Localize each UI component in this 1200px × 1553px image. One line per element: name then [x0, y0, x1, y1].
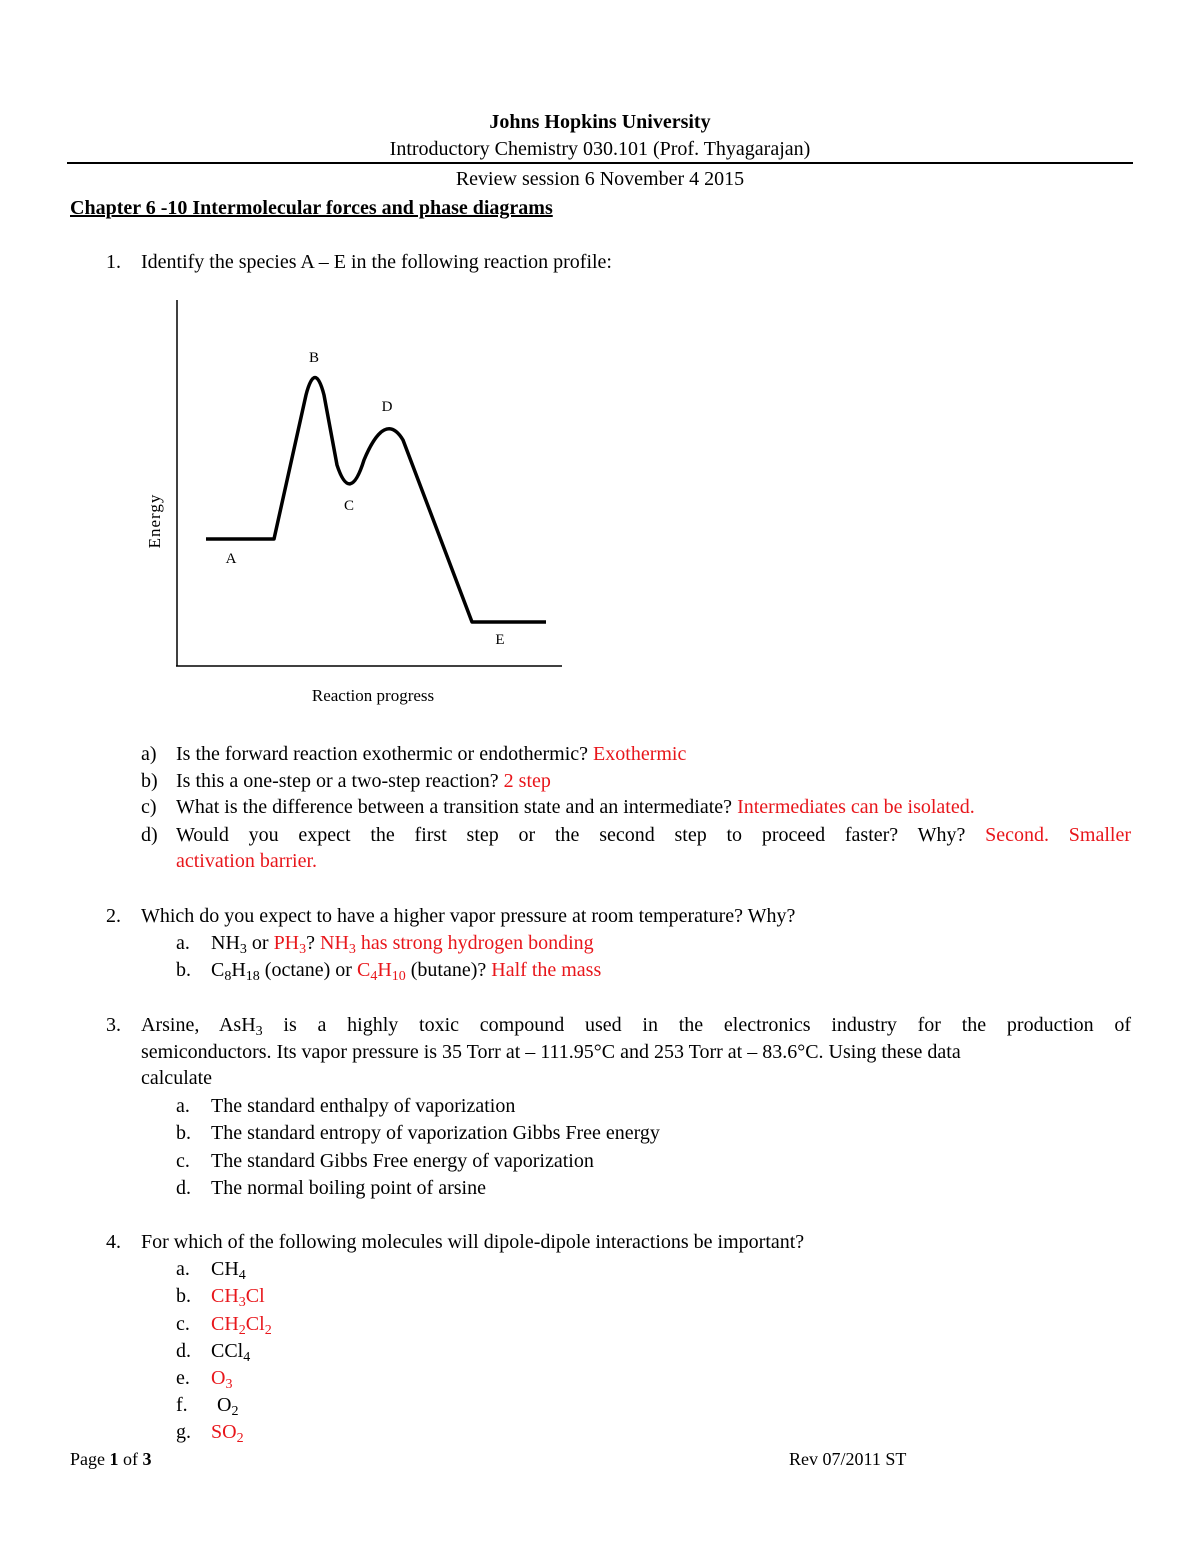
q1d-answer-1: Second. Smaller — [985, 824, 1132, 846]
q1-text: Identify the species A – E in the following reaction profile: — [141, 251, 612, 273]
q3b-label: b. — [176, 1122, 191, 1144]
q3-line-2: semiconductors. Its vapor pressure is 35 Torr at – 111.95°C and 253 Torr at – 83.6°C. Using these data — [141, 1041, 961, 1063]
reaction-profile-diagram — [0, 0, 1200, 720]
q2b-h10: H — [377, 959, 392, 981]
q2a-ph3: PH — [273, 932, 300, 954]
q1b-line — [176, 768, 551, 794]
q2a-nh3-sub: 3 — [239, 942, 247, 957]
q2a-or: or — [246, 932, 274, 954]
q2b-octane: (octane) or — [259, 959, 357, 981]
q4f-formula — [217, 1392, 238, 1418]
q4g-s1: 2 — [236, 1431, 244, 1446]
page-word: Page — [70, 1449, 110, 1469]
q1d-answer-2: activation barrier. — [176, 850, 318, 872]
course-title: Introductory Chemistry 030.101 (Prof. Thyagarajan) — [389, 138, 811, 160]
point-d-label: D — [381, 399, 393, 415]
q4d-label: d. — [176, 1340, 191, 1362]
page-total: 3 — [142, 1449, 152, 1469]
q4e-formula — [211, 1365, 232, 1391]
q1b-label: b) — [141, 770, 158, 792]
q4g-formula — [211, 1419, 244, 1445]
x-axis-label: Reaction progress — [311, 686, 435, 705]
q4c-f2: Cl — [245, 1313, 265, 1335]
y-axis-label: Energy — [145, 493, 164, 549]
q3-line-1-rest: is a highly toxic compound used in the electronics industry for the production of — [262, 1014, 1131, 1036]
q2a-answer-sub: 3 — [348, 942, 356, 957]
q1d-label: d) — [141, 824, 158, 846]
q2b-c8: C — [211, 959, 225, 981]
q4c-f1: CH — [211, 1313, 239, 1335]
q4b-label: b. — [176, 1285, 191, 1307]
q1c-line — [176, 794, 975, 820]
q3a-label: a. — [176, 1095, 190, 1117]
q2b-h18: H — [231, 959, 246, 981]
q4b-f1: CH — [211, 1285, 239, 1307]
q4-text: For which of the following molecules will dipole-dipole interactions be important? — [141, 1231, 805, 1253]
q3-line-3: calculate — [141, 1067, 213, 1089]
session-line: Review session 6 November 4 2015 — [455, 168, 745, 190]
q4f-f1: O — [217, 1394, 232, 1416]
q3c-text: The standard Gibbs Free energy of vaporization — [211, 1150, 594, 1172]
q4a-s1: 4 — [238, 1268, 246, 1283]
q1b-answer: 2 step — [503, 770, 551, 792]
q2-text: Which do you expect to have a higher vapor pressure at room temperature? Why? — [141, 905, 796, 927]
q1c-answer: Intermediates can be isolated. — [737, 796, 975, 818]
q4a-formula — [211, 1256, 246, 1282]
q2b-h10-sub: 10 — [391, 969, 406, 984]
q4a-label: a. — [176, 1258, 190, 1280]
q4d-formula — [211, 1338, 250, 1364]
q4e-s1: 3 — [225, 1377, 233, 1392]
q3-arsine-sub: 3 — [255, 1024, 263, 1039]
q4g-f1: SO — [211, 1421, 237, 1443]
chapter-title: Chapter 6 -10 Intermolecular forces and phase diagrams — [70, 197, 553, 219]
q2a-ph3-sub: 3 — [299, 942, 307, 957]
q2b-c4: C — [356, 959, 371, 981]
q4e-f1: O — [211, 1367, 226, 1389]
q4d-s1: 4 — [243, 1350, 251, 1365]
q4c-formula — [211, 1311, 272, 1337]
q2a-label: a. — [176, 932, 190, 954]
q1d-question: Would you expect the first step or the second step to proceed faster? Why? — [176, 824, 966, 846]
point-b-label: B — [308, 350, 320, 366]
q4b-s1: 3 — [238, 1295, 246, 1310]
q2b-c8-sub: 8 — [224, 969, 232, 984]
q2-number: 2. — [106, 905, 121, 927]
point-c-label: C — [343, 498, 355, 514]
q4c-s2: 2 — [264, 1323, 272, 1338]
q3c-label: c. — [176, 1150, 190, 1172]
q4b-formula — [211, 1283, 265, 1309]
q2b-h18-sub: 18 — [245, 969, 260, 984]
q1a-answer: Exothermic — [593, 743, 687, 765]
q1c-label: c) — [141, 796, 157, 818]
q3d-label: d. — [176, 1177, 191, 1199]
q4f-label: f. — [176, 1394, 188, 1416]
page-current: 1 — [109, 1449, 119, 1469]
q4g-label: g. — [176, 1421, 191, 1443]
q2a-line — [211, 930, 594, 956]
q4f-s1: 2 — [231, 1404, 239, 1419]
q3d-text: The normal boiling point of arsine — [211, 1177, 486, 1199]
point-e-label: E — [495, 632, 505, 648]
q1b-question: Is this a one-step or a two-step reaction? — [176, 770, 499, 792]
q4d-f1: CCl — [211, 1340, 244, 1362]
page-of: of — [118, 1449, 143, 1469]
q4c-s1: 2 — [238, 1323, 246, 1338]
q3a-text: The standard enthalpy of vaporization — [211, 1095, 516, 1117]
q1a-label: a) — [141, 743, 157, 765]
q1c-question: What is the difference between a transition state and an intermediate? — [176, 796, 733, 818]
q2b-answer: Half the mass — [491, 959, 602, 981]
q2b-butane: (butane)? — [405, 959, 492, 981]
university-name: Johns Hopkins University — [489, 111, 711, 133]
q4-number: 4. — [106, 1231, 121, 1253]
q3-arsine: Arsine, AsH — [141, 1014, 256, 1036]
q2b-c4-sub: 4 — [370, 969, 378, 984]
q2b-label: b. — [176, 959, 191, 981]
q2a-qmark: ? — [306, 932, 321, 954]
q1-number: 1. — [106, 251, 121, 273]
q4a-f1: CH — [211, 1258, 239, 1280]
q3-line-1 — [141, 1012, 1131, 1038]
point-a-label: A — [225, 551, 237, 567]
revision-label: Rev 07/2011 ST — [789, 1449, 907, 1469]
q3-number: 3. — [106, 1014, 121, 1036]
energy-curve — [206, 378, 546, 623]
q2a-nh3: NH — [211, 932, 240, 954]
q1d-line — [176, 822, 1131, 848]
q2a-answer: has strong hydrogen bonding — [355, 932, 594, 954]
q2a-answer-nh: NH — [320, 932, 349, 954]
q2b-line — [211, 957, 601, 983]
q1a-question: Is the forward reaction exothermic or endothermic? — [176, 743, 589, 765]
page-number — [70, 1447, 152, 1471]
q4b-f2: Cl — [245, 1285, 265, 1307]
q1a-line — [176, 741, 686, 767]
q4e-label: e. — [176, 1367, 190, 1389]
q3b-text: The standard entropy of vaporization Gibbs Free energy — [211, 1122, 660, 1144]
q4c-label: c. — [176, 1313, 190, 1335]
